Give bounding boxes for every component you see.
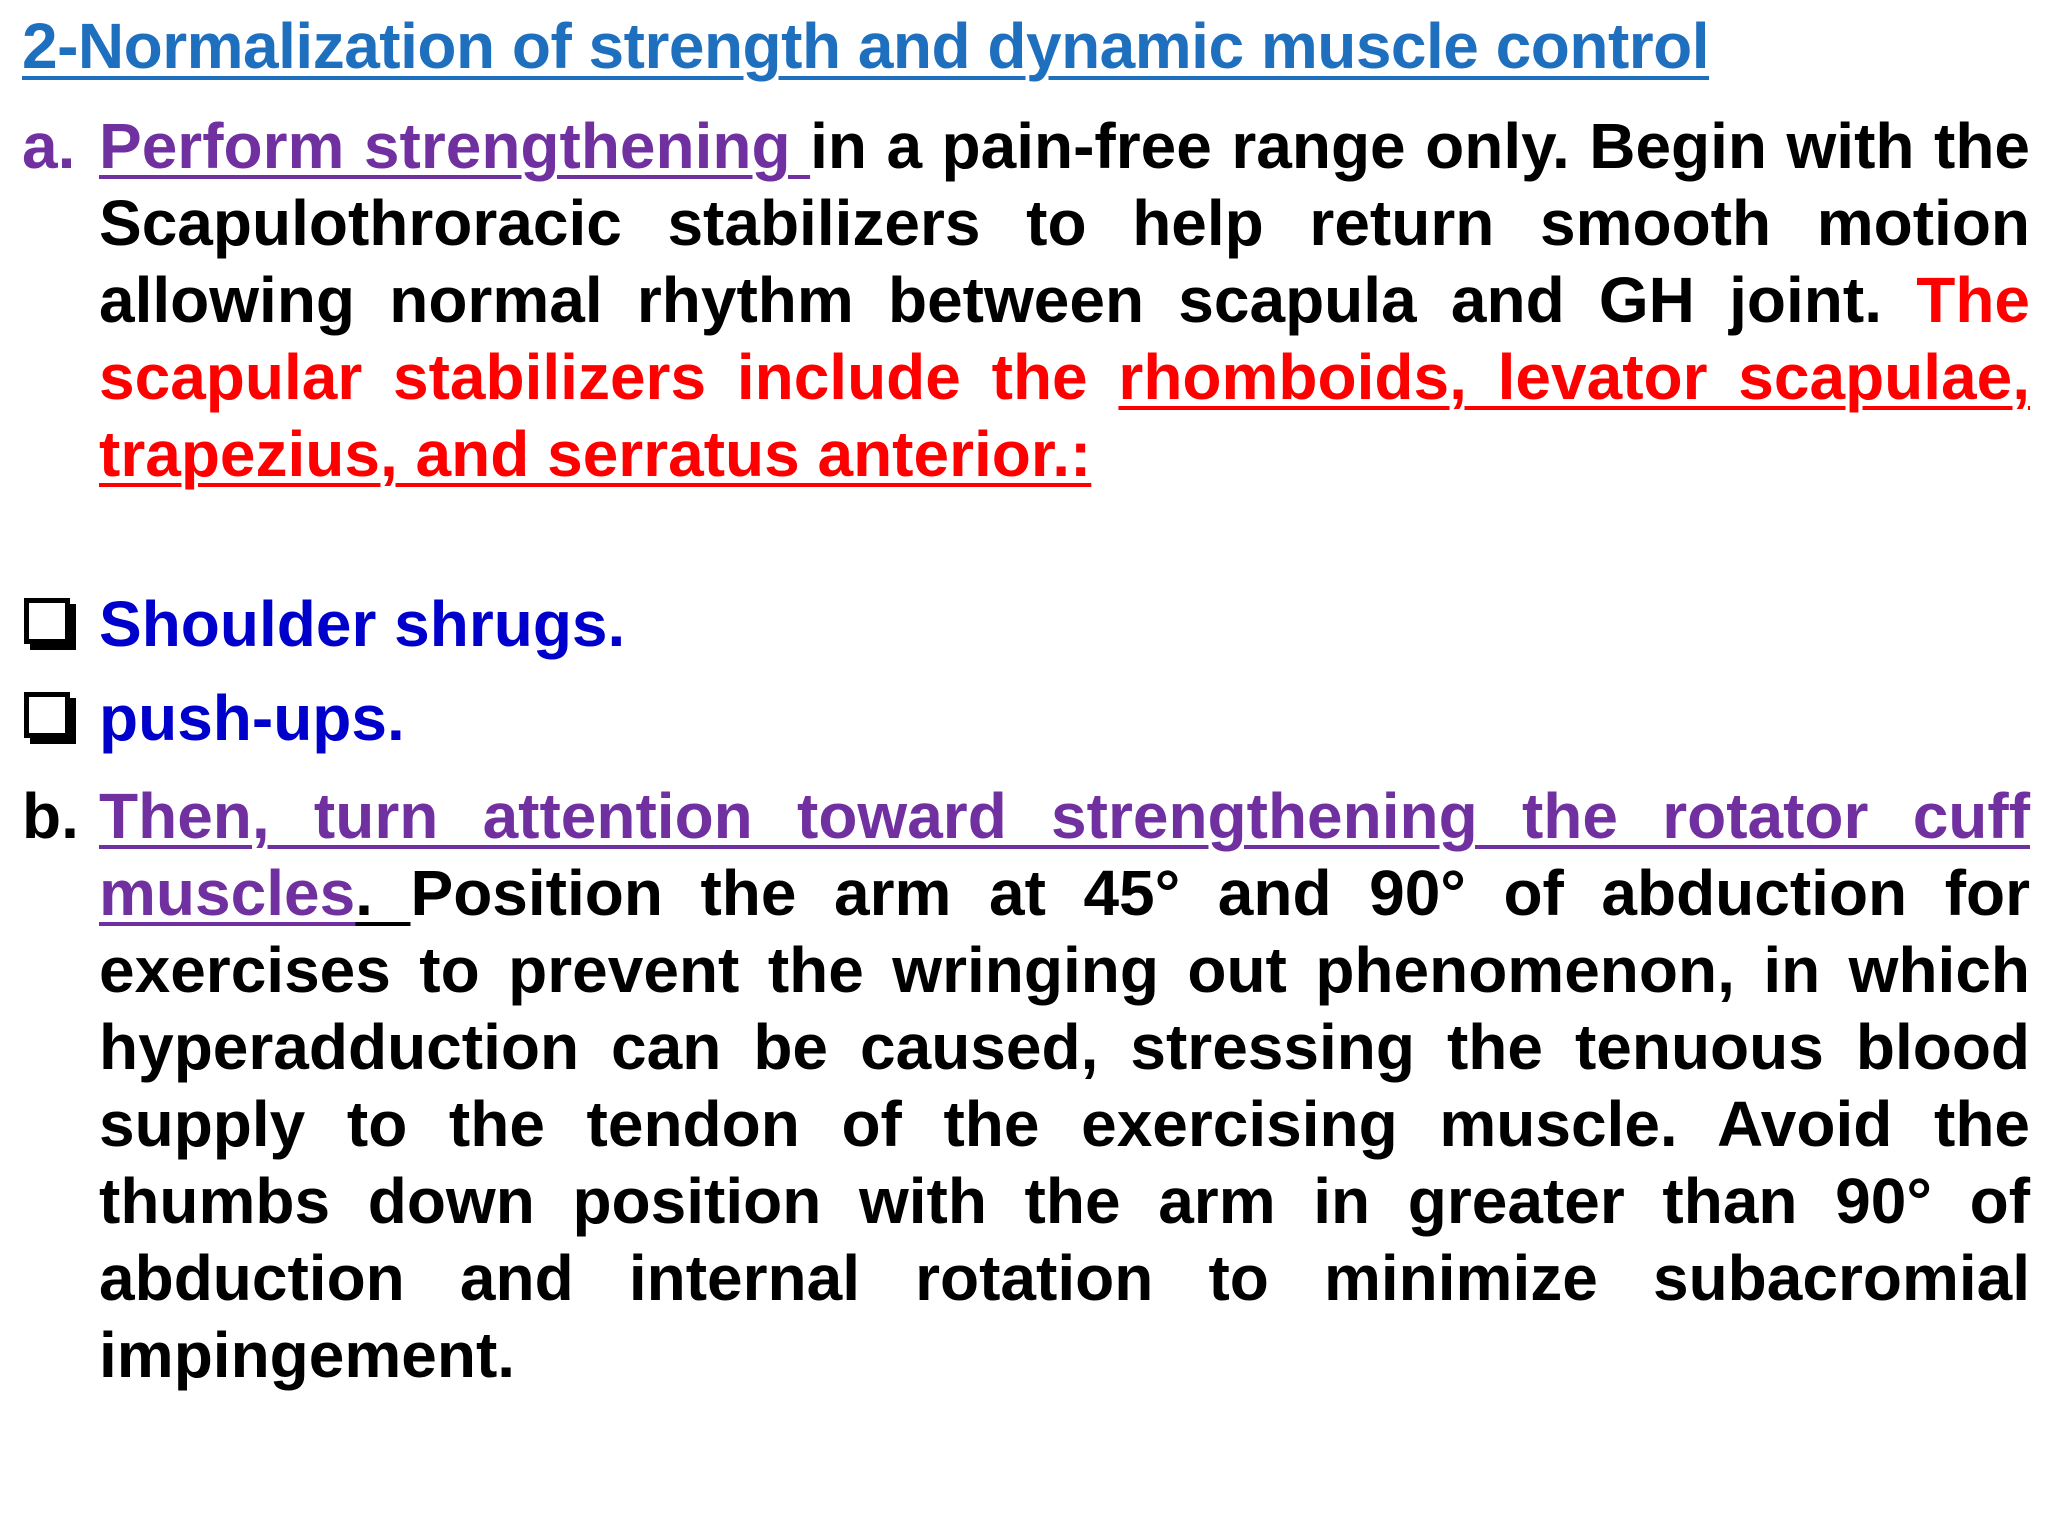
item-b-paragraph (99, 778, 2030, 1394)
item-b-marker: b. (22, 780, 79, 852)
item-b-lead-punct: . (355, 857, 411, 929)
bullet-label: push-ups. (99, 682, 405, 754)
bullet-item (22, 584, 2030, 664)
item-b-lead: Then, turn attention toward strengthening the rotator cuff muscles (99, 780, 2030, 929)
item-a-lead: Perform strengthening (99, 110, 811, 182)
checkbox-icon (24, 692, 70, 738)
item-a-paragraph (99, 108, 2030, 493)
item-a-marker: a. (22, 110, 76, 182)
bullet-item (22, 678, 2030, 758)
item-b (22, 778, 2030, 1398)
item-a (22, 108, 2030, 568)
item-a-red-underlined: rhomboids, levator scapulae, trapezius, and serratus anterior.: (99, 341, 2031, 490)
slide (22, 0, 2030, 1536)
item-a-red-text: The scapular stabilizers include the (99, 264, 2030, 413)
item-b-text: Position the arm at 45° and 90° of abduction for exercises to prevent the wringing out phenomenon, in which hyperadduction can be caused, stressing the tenuous blood supply to the tendon of the exercising muscle. Avoid the thumbs down position with the arm in greater than 90° of abduction and internal rotation to minimize subacromial impingement. (99, 857, 2031, 1391)
bullet-label: Shoulder shrugs. (99, 588, 626, 660)
checkbox-icon (24, 598, 70, 644)
item-a-text: in a pain-free range only. Begin with the Scapulothroracic stabilizers to help return smooth motion allowing normal rhythm between scapula and GH joint. (99, 110, 2031, 336)
slide-title: 2-Normalization of strength and dynamic muscle control (22, 10, 1710, 82)
